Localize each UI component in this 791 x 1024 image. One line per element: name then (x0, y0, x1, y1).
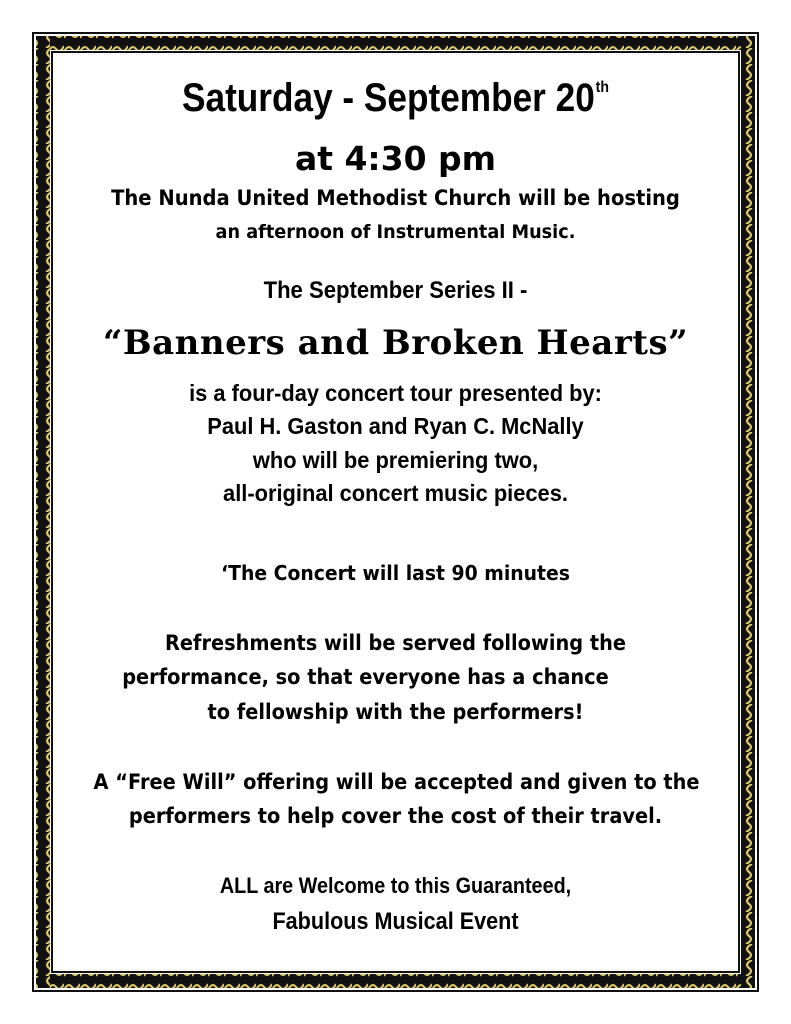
description-line-3: who will be premiering two, (252, 447, 539, 473)
description-line-2: Paul H. Gaston and Ryan C. McNally (207, 413, 584, 439)
date-suffix: th (595, 79, 609, 96)
welcome-line-1: ALL are Welcome to this Guaranteed, (219, 873, 572, 898)
host-line-1: The Nunda United Methodist Church will be hosting (111, 186, 680, 210)
refreshments-line-1: Refreshments will be served following the (165, 631, 626, 656)
host-line-2: an afternoon of Instrumental Music. (215, 221, 576, 243)
offering-line-2: performers to help cover the cost of their travel. (128, 804, 663, 829)
event-time: at 4:30 pm (294, 139, 497, 178)
offering-line-1: A “Free Will” offering will be accepted and given to the (93, 770, 700, 795)
flyer-content (60, 60, 731, 960)
series-heading: The September Series II - (263, 277, 528, 304)
welcome-line-2: Fabulous Musical Event (272, 908, 519, 935)
refreshments-line-2: performance, so that everyone has a chance (122, 665, 609, 690)
event-date: Saturday - September 20th (182, 76, 609, 120)
description-line-1: is a four-day concert tour presented by: (189, 380, 602, 406)
duration-note: ‘The Concert will last 90 minutes (221, 561, 570, 585)
refreshments-line-3: to fellowship with the performers! (207, 700, 584, 725)
concert-title: “Banners and Broken Hearts” (102, 323, 689, 363)
description-line-4: all-original concert music pieces. (223, 480, 568, 506)
